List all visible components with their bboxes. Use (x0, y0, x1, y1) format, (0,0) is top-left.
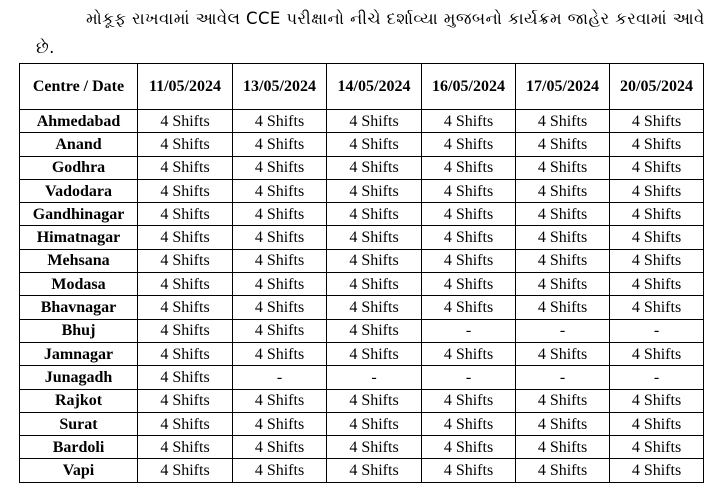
centre-name-cell: Anand (20, 133, 138, 156)
shift-cell: 4 Shifts (516, 273, 610, 296)
column-header-date: 14/05/2024 (327, 64, 422, 110)
shift-cell: 4 Shifts (422, 156, 516, 179)
shift-cell: 4 Shifts (610, 133, 704, 156)
shift-cell: 4 Shifts (138, 226, 233, 249)
shift-cell: 4 Shifts (516, 342, 610, 365)
shift-cell: 4 Shifts (327, 133, 422, 156)
centre-name-cell: Himatnagar (20, 226, 138, 249)
column-header-centre: Centre / Date (20, 64, 138, 110)
shift-cell: 4 Shifts (516, 296, 610, 319)
table-row (20, 296, 704, 319)
shift-cell: 4 Shifts (610, 436, 704, 459)
shift-cell: 4 Shifts (516, 436, 610, 459)
column-header-date: 11/05/2024 (138, 64, 233, 110)
shift-cell: 4 Shifts (327, 319, 422, 342)
centre-name-cell: Junagadh (20, 366, 138, 389)
table-row (20, 436, 704, 459)
shift-cell: - (516, 319, 610, 342)
centre-name-cell: Jamnagar (20, 342, 138, 365)
shift-cell: - (327, 366, 422, 389)
centre-name-cell: Modasa (20, 273, 138, 296)
shift-cell: 4 Shifts (422, 342, 516, 365)
shift-cell: 4 Shifts (233, 436, 327, 459)
shift-cell: - (610, 319, 704, 342)
shift-cell: 4 Shifts (516, 249, 610, 272)
shift-cell: 4 Shifts (327, 156, 422, 179)
shift-cell: 4 Shifts (516, 459, 610, 482)
shift-cell: - (233, 366, 327, 389)
shift-cell: 4 Shifts (327, 342, 422, 365)
shift-cell: 4 Shifts (138, 319, 233, 342)
intro-line-1: મોકૂફ રાખવામાં આવેલ CCE પરીક્ષાનો નીચે દર્શાવ્યા મુજબનો કાર્યક્રમ જાહેર કરવામાં આવે (86, 9, 705, 28)
column-header-date: 17/05/2024 (516, 64, 610, 110)
shift-cell: 4 Shifts (422, 273, 516, 296)
table-row (20, 203, 704, 226)
shift-cell: 4 Shifts (138, 389, 233, 412)
table-row (20, 133, 704, 156)
centre-name-cell: Mehsana (20, 249, 138, 272)
shift-cell: 4 Shifts (516, 226, 610, 249)
shift-cell: 4 Shifts (516, 133, 610, 156)
shift-cell: 4 Shifts (327, 179, 422, 202)
shift-cell: 4 Shifts (233, 179, 327, 202)
table-body (20, 110, 704, 483)
shift-cell: 4 Shifts (422, 412, 516, 435)
intro-line-2: છે. (36, 38, 55, 57)
shift-cell: 4 Shifts (327, 459, 422, 482)
shift-cell: 4 Shifts (327, 226, 422, 249)
shift-cell: 4 Shifts (138, 156, 233, 179)
shift-cell: 4 Shifts (233, 156, 327, 179)
centre-name-cell: Bhavnagar (20, 296, 138, 319)
shift-cell: 4 Shifts (516, 389, 610, 412)
shift-cell: 4 Shifts (233, 412, 327, 435)
shift-cell: 4 Shifts (327, 249, 422, 272)
exam-schedule-table (19, 63, 704, 483)
table-row (20, 459, 704, 482)
shift-cell: - (422, 319, 516, 342)
shift-cell: 4 Shifts (138, 179, 233, 202)
column-header-date: 13/05/2024 (233, 64, 327, 110)
table-row (20, 389, 704, 412)
shift-cell: 4 Shifts (422, 296, 516, 319)
shift-cell: 4 Shifts (233, 249, 327, 272)
shift-cell: 4 Shifts (516, 203, 610, 226)
shift-cell: 4 Shifts (422, 459, 516, 482)
shift-cell: 4 Shifts (138, 110, 233, 133)
centre-name-cell: Rajkot (20, 389, 138, 412)
table-row (20, 110, 704, 133)
shift-cell: 4 Shifts (138, 133, 233, 156)
shift-cell: 4 Shifts (422, 110, 516, 133)
shift-cell: - (516, 366, 610, 389)
centre-name-cell: Godhra (20, 156, 138, 179)
shift-cell: 4 Shifts (233, 459, 327, 482)
shift-cell: 4 Shifts (610, 389, 704, 412)
shift-cell: 4 Shifts (516, 156, 610, 179)
shift-cell: 4 Shifts (233, 110, 327, 133)
table-row (20, 319, 704, 342)
intro-paragraph (36, 4, 712, 62)
shift-cell: 4 Shifts (422, 436, 516, 459)
shift-cell: 4 Shifts (138, 459, 233, 482)
shift-cell: 4 Shifts (327, 436, 422, 459)
shift-cell: 4 Shifts (138, 249, 233, 272)
shift-cell: 4 Shifts (233, 296, 327, 319)
centre-name-cell: Surat (20, 412, 138, 435)
shift-cell: 4 Shifts (233, 203, 327, 226)
shift-cell: 4 Shifts (610, 110, 704, 133)
shift-cell: 4 Shifts (516, 412, 610, 435)
shift-cell: 4 Shifts (327, 203, 422, 226)
shift-cell: 4 Shifts (610, 296, 704, 319)
shift-cell: 4 Shifts (422, 203, 516, 226)
shift-cell: 4 Shifts (138, 412, 233, 435)
column-header-date: 20/05/2024 (610, 64, 704, 110)
shift-cell: 4 Shifts (327, 110, 422, 133)
shift-cell: 4 Shifts (422, 179, 516, 202)
centre-name-cell: Vadodara (20, 179, 138, 202)
shift-cell: 4 Shifts (138, 203, 233, 226)
table-row (20, 366, 704, 389)
shift-cell: 4 Shifts (138, 436, 233, 459)
shift-cell: 4 Shifts (610, 203, 704, 226)
centre-name-cell: Bhuj (20, 319, 138, 342)
column-header-date: 16/05/2024 (422, 64, 516, 110)
shift-cell: - (610, 366, 704, 389)
shift-cell: 4 Shifts (233, 319, 327, 342)
shift-cell: 4 Shifts (610, 342, 704, 365)
shift-cell: 4 Shifts (327, 296, 422, 319)
shift-cell: 4 Shifts (610, 412, 704, 435)
table-row (20, 273, 704, 296)
shift-cell: 4 Shifts (233, 273, 327, 296)
shift-cell: 4 Shifts (327, 389, 422, 412)
shift-cell: 4 Shifts (422, 249, 516, 272)
shift-cell: 4 Shifts (233, 133, 327, 156)
shift-cell: 4 Shifts (138, 366, 233, 389)
shift-cell: 4 Shifts (233, 342, 327, 365)
shift-cell: 4 Shifts (610, 226, 704, 249)
shift-cell: 4 Shifts (138, 296, 233, 319)
shift-cell: 4 Shifts (327, 273, 422, 296)
header-row (20, 64, 704, 110)
table-row (20, 412, 704, 435)
table-row (20, 179, 704, 202)
table-row (20, 342, 704, 365)
centre-name-cell: Ahmedabad (20, 110, 138, 133)
shift-cell: 4 Shifts (327, 412, 422, 435)
shift-cell: 4 Shifts (138, 342, 233, 365)
shift-cell: 4 Shifts (138, 273, 233, 296)
shift-cell: 4 Shifts (233, 226, 327, 249)
table-row (20, 226, 704, 249)
table-row (20, 156, 704, 179)
shift-cell: 4 Shifts (610, 179, 704, 202)
shift-cell: 4 Shifts (422, 133, 516, 156)
shift-cell: 4 Shifts (233, 389, 327, 412)
shift-cell: 4 Shifts (516, 110, 610, 133)
centre-name-cell: Gandhinagar (20, 203, 138, 226)
shift-cell: 4 Shifts (610, 249, 704, 272)
shift-cell: 4 Shifts (422, 226, 516, 249)
shift-cell: 4 Shifts (610, 273, 704, 296)
shift-cell: - (422, 366, 516, 389)
centre-name-cell: Bardoli (20, 436, 138, 459)
shift-cell: 4 Shifts (610, 459, 704, 482)
table-row (20, 249, 704, 272)
shift-cell: 4 Shifts (422, 389, 516, 412)
shift-cell: 4 Shifts (610, 156, 704, 179)
centre-name-cell: Vapi (20, 459, 138, 482)
shift-cell: 4 Shifts (516, 179, 610, 202)
